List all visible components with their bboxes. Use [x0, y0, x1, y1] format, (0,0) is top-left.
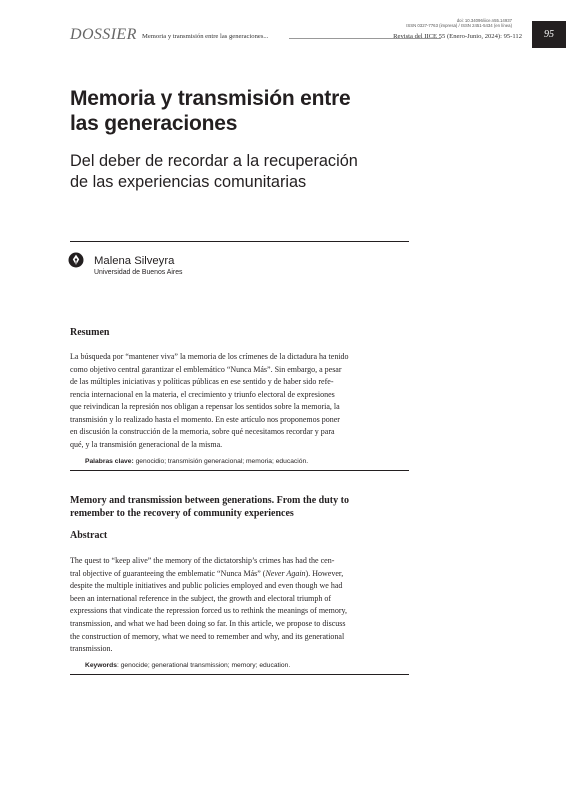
resumen-line: transmisión y lo realizado hasta el momento. En este artículo nos proponemos poner — [70, 414, 340, 424]
author-pen-icon — [68, 252, 84, 268]
keywords-divider — [70, 470, 409, 471]
subtitle-line: de las experiencias comunitarias — [70, 173, 307, 191]
abstract-line: tral objective of guaranteeing the emblematic “Nunca Más” (Never Again). However, — [70, 568, 344, 578]
abstract-heading: Abstract — [70, 530, 108, 541]
resumen-line: rencia internacional en la materia, el crecimiento y triunfo electoral de expresiones — [70, 389, 335, 399]
abstract-end-divider — [70, 674, 409, 675]
title-divider — [70, 241, 409, 242]
abstract-line: transmission. — [70, 644, 113, 654]
resumen-line: en discusión la construcción de la memoria, sobre qué necesitamos recordar y para — [70, 427, 335, 436]
keywords-label: Palabras clave: — [85, 458, 134, 465]
title-line: las generaciones — [70, 111, 238, 135]
author-name: Malena Silveyra — [94, 255, 175, 267]
resumen-line: que reivindican la represión nos obligan a repensar los sentidos sobre la memoria, la — [70, 402, 340, 411]
running-title: Memoria y transmisión entre las generaciones... — [142, 33, 269, 40]
never-again-italic: Never Again — [265, 568, 306, 578]
keywords-label-en: Keywords — [85, 662, 117, 669]
subtitle-line: Del deber de recordar a la recuperación — [70, 152, 358, 170]
title-line: Memoria y transmisión entre — [70, 87, 351, 110]
resumen-heading: Resumen — [70, 327, 110, 338]
section-label: DOSSIER — [70, 26, 137, 43]
english-title-line: Memory and transmission between generations. From the duty to — [70, 495, 349, 506]
abstract-line: expressions that vindicate the repression forced us to rethink the meanings of memory, — [70, 606, 347, 616]
running-header — [70, 27, 522, 43]
issn-text: ISSN 0327-7763 (impresa) / ISSN 2451-5434 (en línea) — [406, 23, 512, 29]
resumen-line: de las múltiples iniciativas y políticas públicas en ese sentido y de haber sido refe- — [70, 377, 334, 386]
author-affiliation: Universidad de Buenos Aires — [94, 269, 183, 276]
palabras-clave — [85, 458, 308, 465]
resumen-line: qué, y la transmisión generacional de la misma. — [70, 439, 223, 449]
article-subtitle — [70, 151, 410, 193]
keywords — [85, 662, 290, 669]
keywords-list-en: : genocide; generational transmission; memory; education. — [116, 662, 291, 669]
article-title — [70, 87, 410, 136]
english-title-line: remember to the recovery of community experiences — [70, 508, 294, 519]
abstract-line: transmission, and what we had been doing so far. In this article, we propose to discuss — [70, 619, 346, 628]
abstract-line: been an international reference in the subject, the growth and electoral triumph of — [70, 593, 332, 603]
keywords-list: genocidio; transmisión generacional; memoria; educación. — [133, 458, 309, 465]
doi-text: doi: 10.34096/iice.n55.14937 — [456, 18, 512, 23]
page-number: 95 — [544, 29, 554, 40]
page-number-tab — [532, 21, 566, 48]
journal-citation: Revista del IICE 55 (Enero-Junio, 2024): 95-112 — [393, 33, 522, 40]
abstract-line: despite the multiple initiatives and public policies employed and even though we had — [70, 581, 343, 591]
resumen-line: como objetivo central garantizar el emblemático “Nunca Más”. Sin embargo, a pesar — [70, 364, 342, 374]
abstract-line: the construction of memory, what we need to remember and why, and its generational — [70, 631, 345, 641]
abstract-line: The quest to “keep alive” the memory of the dictatorship’s crimes has had the cen- — [70, 556, 335, 565]
english-title — [70, 494, 349, 520]
resumen-line: La búsqueda por “mantener viva” la memoria de los crímenes de la dictadura ha tenido — [70, 352, 349, 361]
